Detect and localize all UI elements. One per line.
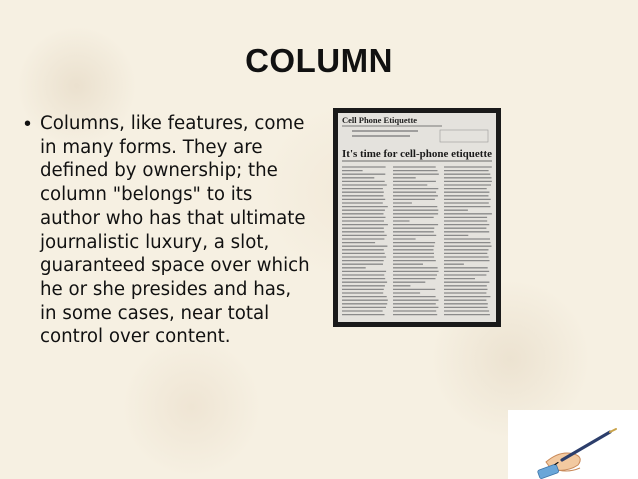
clipping-graphic [338, 113, 496, 322]
clipping-box [440, 130, 488, 142]
clipping-column-3 [444, 167, 492, 315]
bullet-list [24, 112, 310, 349]
bullet-text: Columns, like features, come in many forms. They are defined by ownership; the column "belongs" to its author who has that ultimate journalistic luxury, a slot, guaranteed space over which he or she presides and has, in some cases, near total control over content. [40, 113, 310, 348]
clipping-headline: It's time for cell-phone etiquette [342, 148, 493, 160]
clipping-column-1 [342, 167, 388, 315]
pen-illustration [508, 410, 638, 479]
clipping-kicker: Cell Phone Etiquette [342, 115, 418, 125]
hand-writing-icon [508, 410, 638, 479]
newspaper-clipping [338, 113, 496, 322]
slide-title: COLUMN [245, 42, 393, 79]
newspaper-clipping-image [333, 108, 501, 327]
clipping-deck [352, 131, 418, 136]
clipping-column-2 [393, 167, 439, 315]
bullet-marker: • [24, 113, 32, 135]
